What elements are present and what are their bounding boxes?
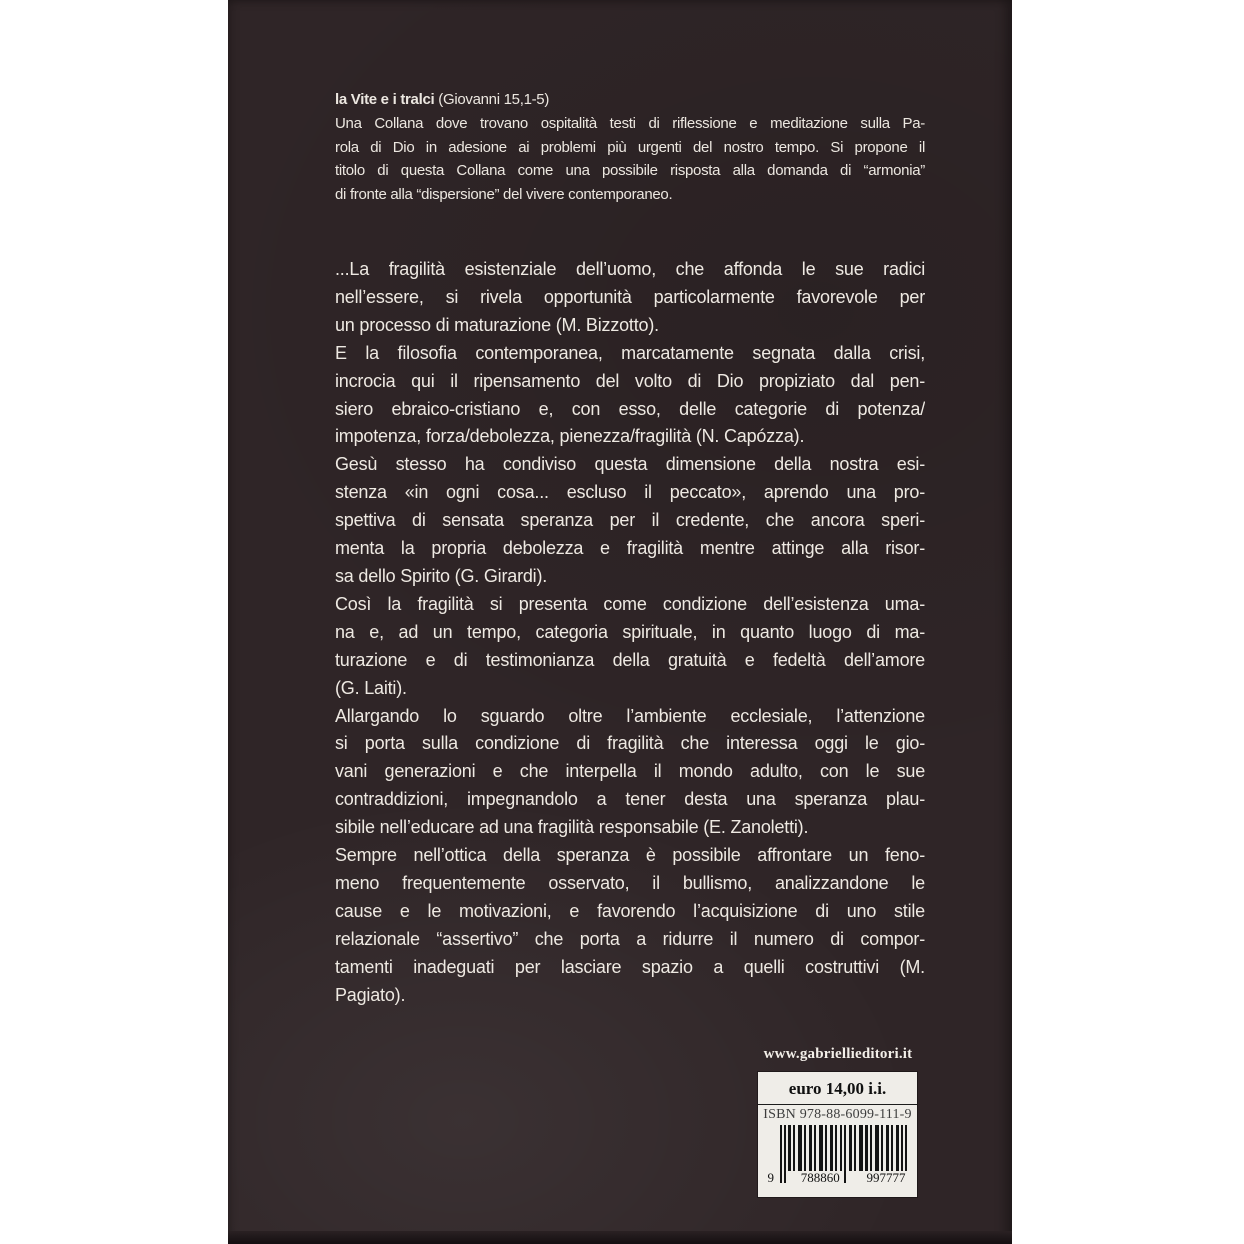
barcode-digits: [768, 1171, 908, 1185]
isbn-text: ISBN 978-88-6099-111-9: [763, 1107, 912, 1122]
text-line: di fronte alla “dispersione” del vivere contemporaneo.: [335, 186, 673, 204]
text-line: Sempre nell’ottica della speranza è possibile affrontare un feno-: [335, 845, 925, 866]
text-line: rola di Dio in adesione ai problemi più urgenti del nostro tempo. Si propone il: [335, 138, 925, 156]
text-line: cause e le motivazioni, e favorendo l’acquisizione di uno stile: [335, 900, 925, 921]
text-line: incrocia qui il ripensamento del volto di Dio propiziato dal pen-: [335, 370, 925, 391]
text-line: Allargando lo sguardo oltre l’ambiente ecclesiale, l’attenzione: [335, 705, 925, 726]
cover-bottom-edge: [228, 1231, 1012, 1244]
text-line: Pagiato).: [335, 984, 406, 1005]
back-cover-blurb: [335, 256, 925, 1009]
text-line: E la filosofia contemporanea, marcatamente segnata dalla crisi,: [335, 342, 925, 363]
text-line: (G. Laiti).: [335, 677, 407, 698]
book-back-cover: [228, 0, 1012, 1244]
barcode-digit-group: 788860: [800, 1170, 840, 1185]
price-isbn-label: [758, 1072, 917, 1197]
text-line: siero ebraico-cristiano e, con esso, delle categorie di potenza/: [335, 398, 925, 419]
series-title-reference: (Giovanni 15,1-5): [434, 91, 550, 108]
ean-barcode: [768, 1125, 908, 1185]
text-line: Una Collana dove trovano ospitalità testi di riflessione e meditazione sulla Pa-: [335, 114, 925, 132]
series-title: [335, 88, 925, 112]
text-line: Gesù stesso ha condiviso questa dimensione della nostra esi-: [335, 454, 925, 475]
text-line: spettiva di sensata speranza per il credente, che ancora speri-: [335, 510, 925, 531]
publisher-website: www.gabriellieditori.it: [763, 1046, 913, 1062]
series-description: [335, 112, 925, 207]
text-line: nell’essere, si rivela opportunità particolarmente favorevole per: [335, 286, 925, 307]
text-line: titolo di questa Collana come una possibile risposta alla domanda di “armonia”: [335, 162, 925, 180]
text-line: sibile nell’educare ad una fragilità responsabile (E. Zanoletti).: [335, 817, 809, 838]
text-line: turazione e di testimonianza della gratuità e fedeltà dell’amore: [335, 649, 925, 670]
label-divider: [758, 1104, 917, 1105]
barcode-digit-group: 9: [767, 1170, 774, 1185]
text-line: relazionale “assertivo” che porta a ridurre il numero di compor-: [335, 928, 925, 949]
price-text: euro 14,00 i.i.: [788, 1079, 887, 1098]
text-line: impotenza, forza/debolezza, pienezza/fragilità (N. Capózza).: [335, 426, 805, 447]
text-line: vani generazioni e che interpella il mondo adulto, con le sue: [335, 761, 925, 782]
text-line: un processo di maturazione (M. Bizzotto).: [335, 314, 659, 335]
text-line: na e, ad un tempo, categoria spirituale, in quanto luogo di ma-: [335, 621, 925, 642]
barcode-digit-group: 997777: [866, 1170, 906, 1185]
text-line: si porta sulla condizione di fragilità che interessa oggi le gio-: [335, 733, 925, 754]
text-line: ...La fragilità esistenziale dell’uomo, che affonda le sue radici: [335, 259, 925, 279]
series-note: [335, 88, 925, 207]
text-line: tamenti inadeguati per lasciare spazio a quelli costruttivi (M.: [335, 956, 925, 977]
series-title-name: la Vite e i tralci: [335, 91, 435, 108]
text-line: meno frequentemente osservato, il bullismo, analizzandone le: [335, 872, 925, 893]
text-line: stenza «in ogni cosa... escluso il peccato», aprendo una pro-: [335, 482, 925, 503]
text-line: Così la fragilità si presenta come condizione dell’esistenza uma-: [335, 593, 925, 614]
text-line: sa dello Spirito (G. Girardi).: [335, 565, 548, 586]
text-line: menta la propria debolezza e fragilità mentre attinge alla risor-: [335, 538, 925, 559]
text-line: contraddizioni, impegnandolo a tener desta una speranza plau-: [335, 789, 925, 810]
